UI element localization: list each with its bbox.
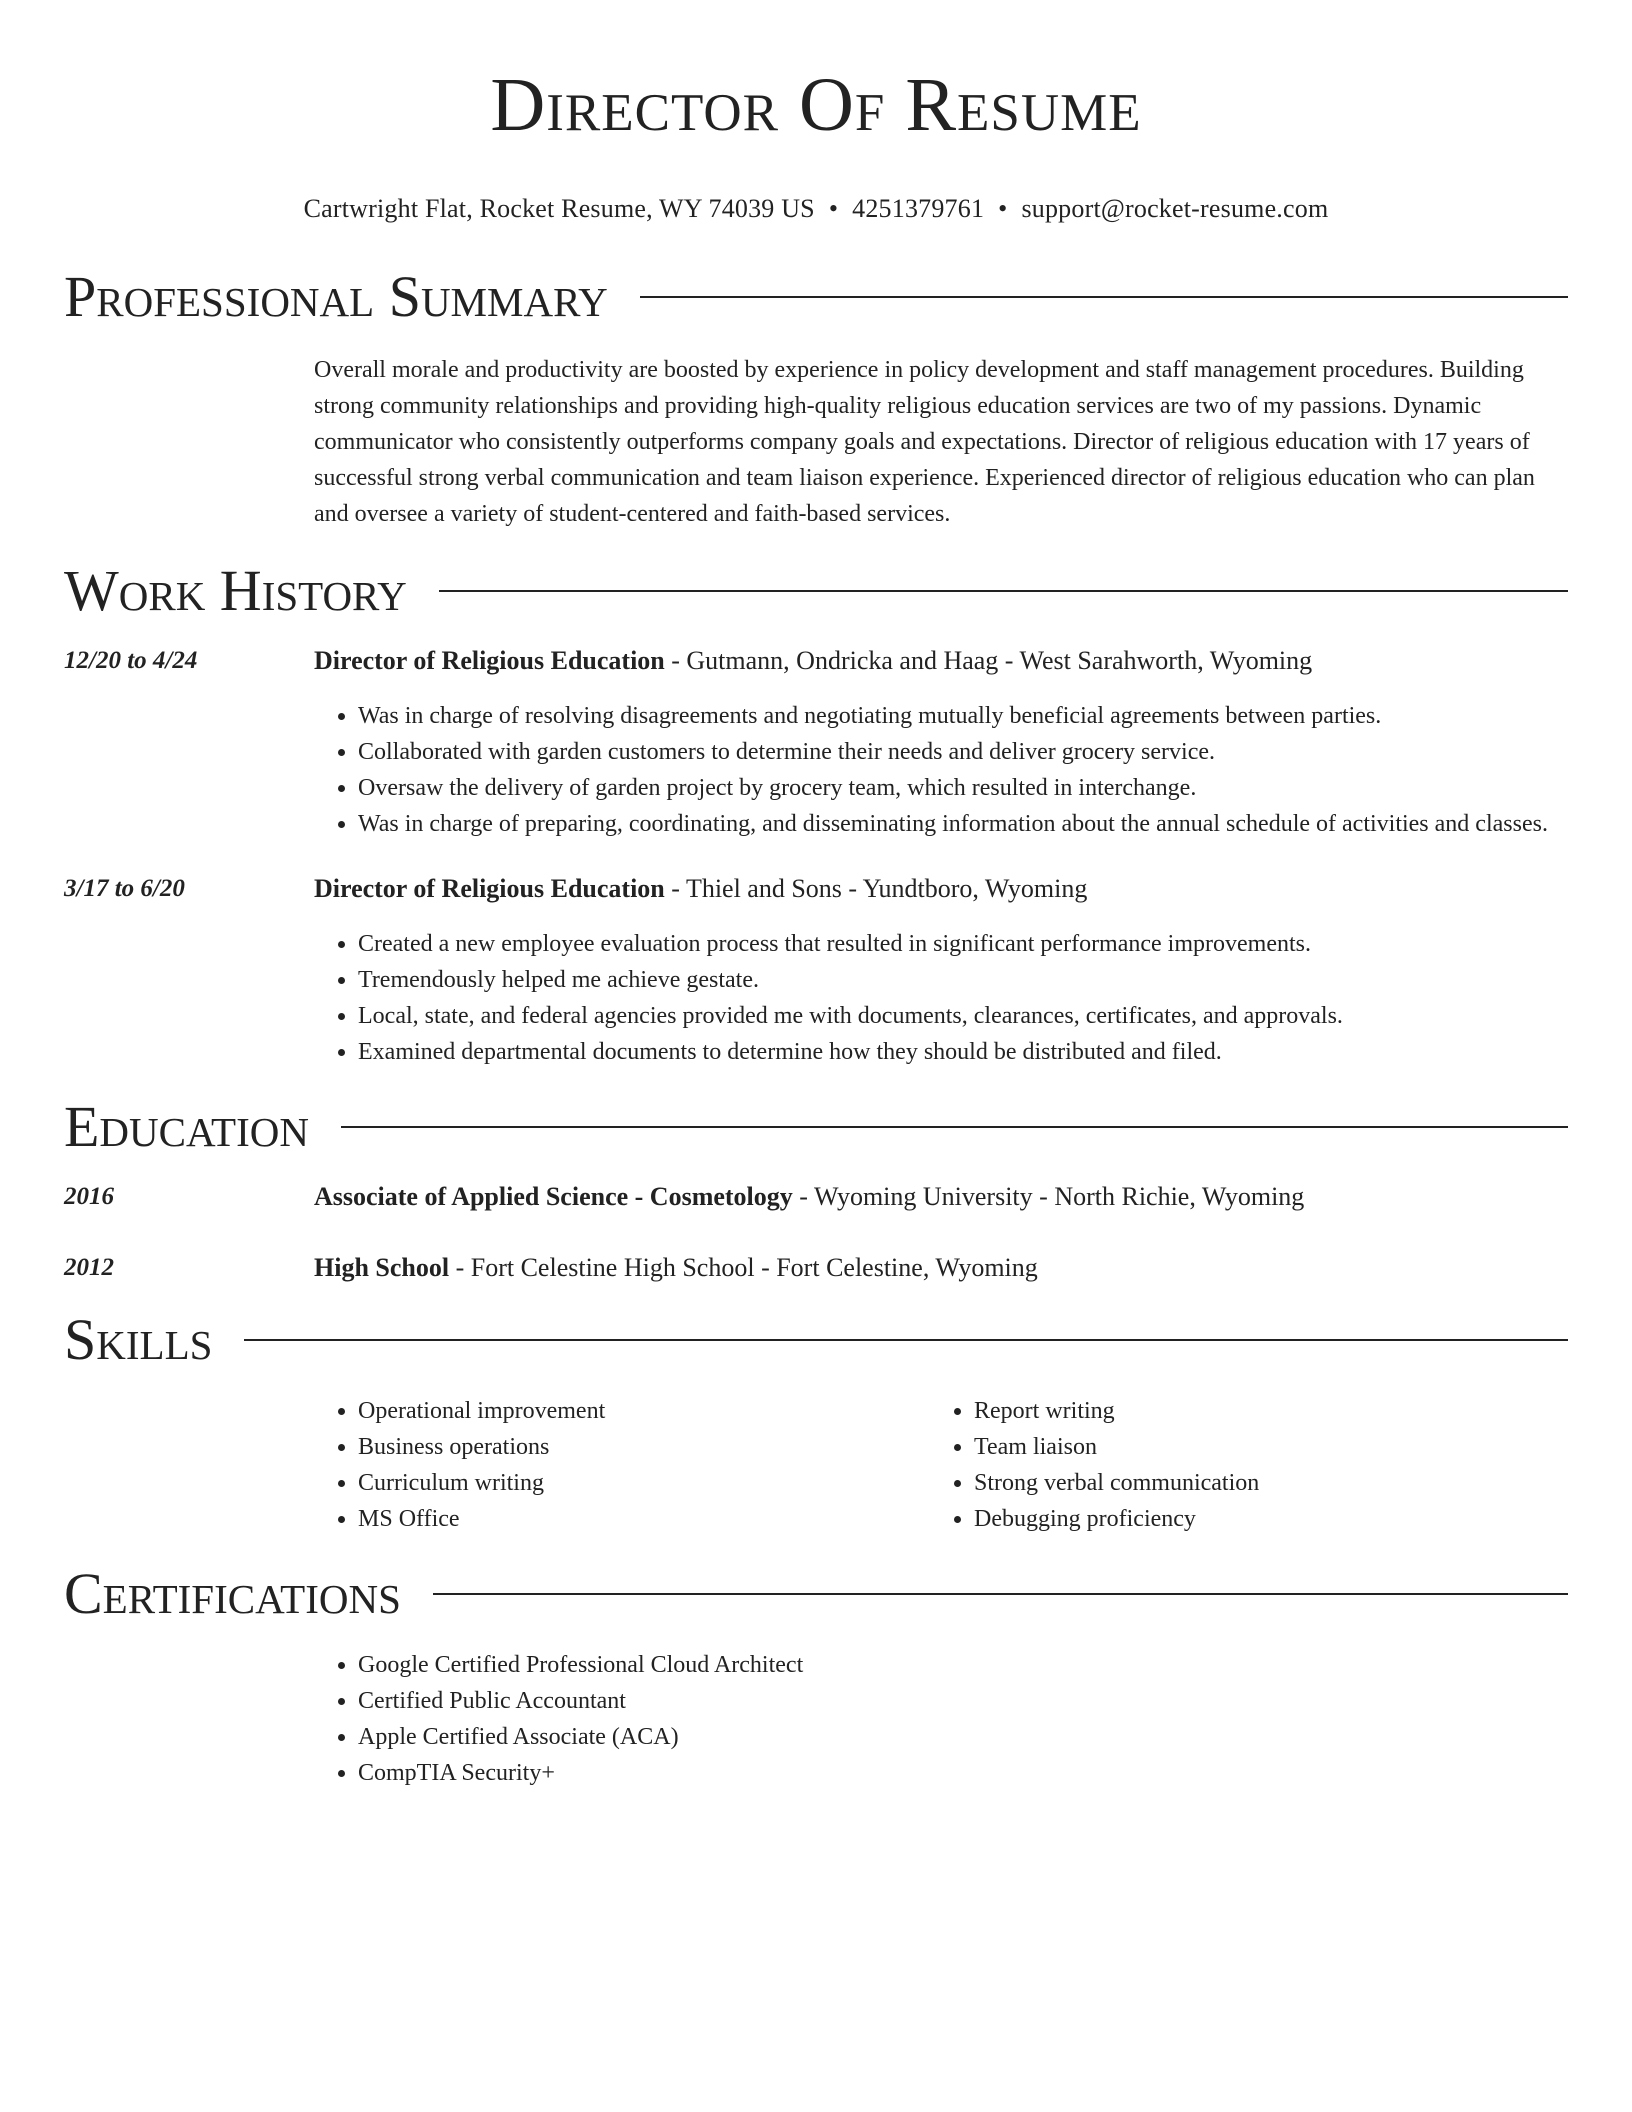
skill-item: • Business operations — [358, 1429, 930, 1465]
work-history-section — [64, 556, 1568, 1070]
job-entry — [64, 872, 1568, 1070]
section-title: Education — [64, 1094, 309, 1159]
certification-item: • CompTIA Security+ — [358, 1755, 1568, 1791]
section-divider — [640, 296, 1568, 298]
job-details: - Gutmann, Ondricka and Haag - West Sarahworth, Wyoming — [664, 646, 1313, 675]
job-bullet: • Local, state, and federal agencies provided me with documents, clearances, certificates, and approvals. — [358, 998, 1568, 1034]
education-line — [314, 1251, 1568, 1285]
skill-item: • Strong verbal communication — [974, 1465, 1546, 1501]
job-dates: 12/20 to 4/24 — [64, 647, 198, 674]
skill-item: • Team liaison — [974, 1429, 1546, 1465]
job-role: Director of Religious Education — [314, 874, 665, 903]
education-line — [314, 1180, 1568, 1214]
skill-item: • Debugging proficiency — [974, 1501, 1546, 1537]
job-body — [314, 872, 1568, 1070]
education-entry — [64, 1180, 1568, 1214]
job-title-line — [314, 644, 1568, 678]
job-dates: 3/17 to 6/20 — [64, 875, 185, 902]
summary-header — [64, 262, 1568, 332]
certifications-list — [314, 1647, 1568, 1791]
job-role: Director of Religious Education — [314, 646, 665, 675]
education-year: 2012 — [64, 1254, 114, 1281]
skills-header — [64, 1305, 1568, 1375]
skill-item: • Operational improvement — [358, 1393, 930, 1429]
job-bullet: • Was in charge of resolving disagreements and negotiating mutually beneficial agreements between parties. — [358, 698, 1568, 734]
section-divider — [439, 590, 1568, 592]
section-title: Work History — [64, 558, 407, 623]
job-bullet: • Was in charge of preparing, coordinating, and disseminating information about the annual schedule of activities and classes. — [358, 806, 1568, 842]
skill-item: • Report writing — [974, 1393, 1546, 1429]
job-bullet: • Oversaw the delivery of garden project by grocery team, which resulted in interchange. — [358, 770, 1568, 806]
education-details: - Wyoming University - North Richie, Wyoming — [792, 1182, 1305, 1211]
skills-column — [930, 1393, 1546, 1537]
skills-grid — [314, 1393, 1568, 1537]
contact-phone: 4251379761 — [852, 194, 985, 223]
summary-text: Overall morale and productivity are boosted by experience in policy development and staff management procedures. Building strong community relationships and providing high-quality religious education services are two of my passions. Dynamic communicator who consistently outperforms company goals and expectations. Director of religious education with 17 years of successful strong verbal communication and team liaison experience. Experienced director of religious education who can plan and oversee a variety of student-centered and faith-based services. — [314, 357, 1535, 527]
section-title: Professional Summary — [64, 264, 608, 329]
certification-item: • Certified Public Accountant — [358, 1683, 1568, 1719]
resume-name: Director Of Resume — [490, 63, 1142, 147]
job-title-line — [314, 872, 1568, 906]
section-title: Skills — [64, 1307, 213, 1372]
job-bullet: • Collaborated with garden customers to determine their needs and deliver grocery service. — [358, 734, 1568, 770]
skills-column — [314, 1393, 930, 1537]
work-history-header — [64, 556, 1568, 626]
job-bullet: • Tremendously helped me achieve gestate. — [358, 962, 1568, 998]
skill-item: • Curriculum writing — [358, 1465, 930, 1501]
job-bullets — [314, 926, 1568, 1070]
job-bullet: • Created a new employee evaluation process that resulted in significant performance improvements. — [358, 926, 1568, 962]
certification-item: • Apple Certified Associate (ACA) — [358, 1719, 1568, 1755]
summary-section — [64, 262, 1568, 532]
job-body — [314, 644, 1568, 842]
certifications-header — [64, 1559, 1568, 1629]
skill-item: • MS Office — [358, 1501, 930, 1537]
section-divider — [244, 1339, 1568, 1341]
job-entry — [64, 644, 1568, 842]
education-section — [64, 1092, 1568, 1285]
education-degree: Associate of Applied Science - Cosmetology — [314, 1182, 793, 1211]
certifications-section — [64, 1559, 1568, 1791]
section-divider — [433, 1593, 1568, 1595]
contact-email: support@rocket-resume.com — [1021, 194, 1329, 223]
education-header — [64, 1092, 1568, 1162]
education-entry — [64, 1251, 1568, 1285]
section-divider — [341, 1126, 1568, 1128]
job-bullet: • Examined departmental documents to determine how they should be distributed and filed. — [358, 1034, 1568, 1070]
contact-separator: • — [828, 194, 839, 223]
education-degree: High School — [314, 1253, 450, 1282]
contact-address: Cartwright Flat, Rocket Resume, WY 74039 US — [303, 194, 815, 223]
contact-line — [64, 192, 1568, 226]
job-bullets — [314, 698, 1568, 842]
certification-item: • Google Certified Professional Cloud Architect — [358, 1647, 1568, 1683]
contact-separator: • — [998, 194, 1008, 223]
job-details: - Thiel and Sons - Yundtboro, Wyoming — [664, 874, 1088, 903]
section-title: Certifications — [64, 1561, 401, 1626]
education-year: 2016 — [64, 1183, 114, 1210]
skills-section — [64, 1305, 1568, 1537]
education-details: - Fort Celestine High School - Fort Celestine, Wyoming — [449, 1253, 1038, 1282]
